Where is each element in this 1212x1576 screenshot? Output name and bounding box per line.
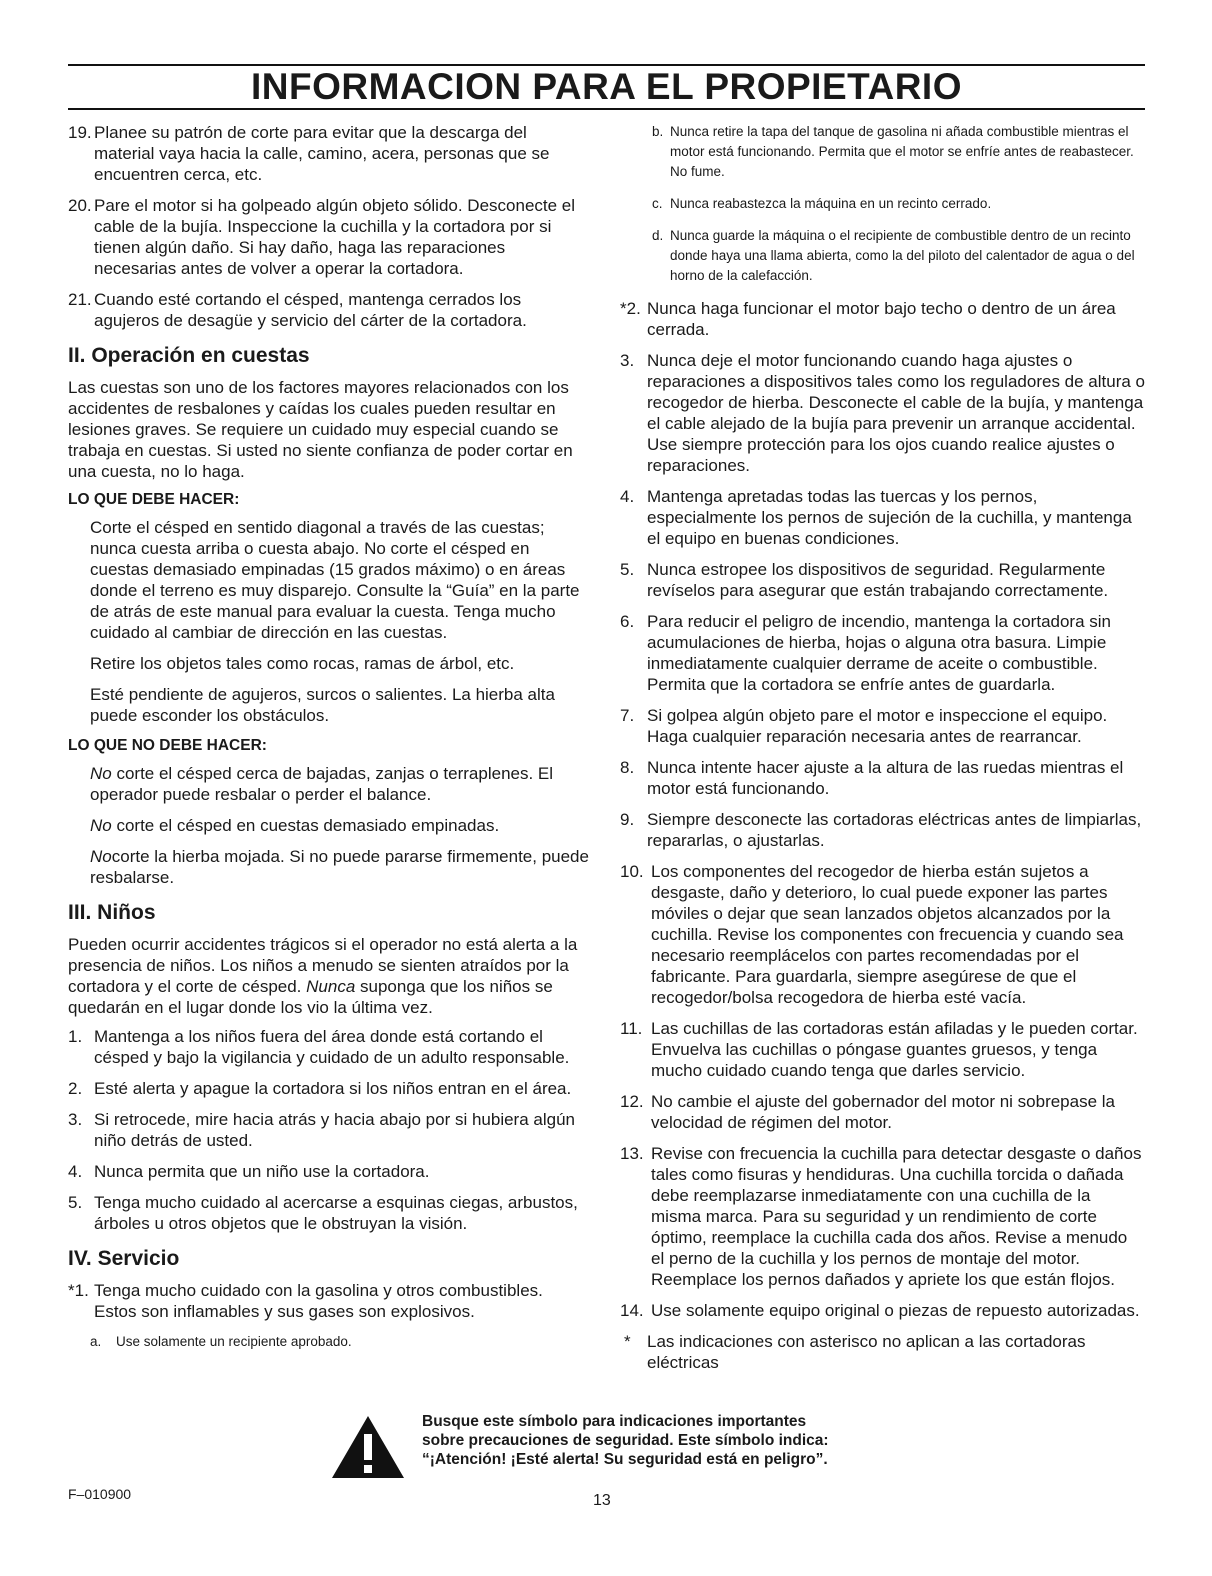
- intro-text: Pueden ocurrir accidentes trágicos si el operador no está alerta a la presencia de niños. Los niños a menudo se sienten atraídos por la cortadora y el corte de césped.: [68, 935, 578, 996]
- section-heading-slopes: II. Operación en cuestas: [68, 344, 310, 367]
- item-number: *2.: [620, 299, 641, 318]
- list-item: [620, 1143, 1145, 1290]
- item-text: Si golpea algún objeto pare el motor e inspeccione el equipo. Haga cualquier reparación necesaria antes de rearrancar.: [647, 706, 1108, 746]
- item-text: Siempre desconecte las cortadoras eléctricas antes de limpiarlas, repararlas, o ajustarlas.: [647, 810, 1142, 850]
- item-text: Revise con frecuencia la cuchilla para detectar desgaste o daños tales como fisuras y hendiduras. Una cuchilla torcida o dañada debe reemplazarse inmediatamente con una cuchilla de la misma marca. Para su seguridad y un rendimiento de corte óptimo, reemplace la cuchilla cada dos años. Revise a menudo el perno de la cuchilla y los pernos de montaje del motor. Reemplace los pernos dañados y apriete los que están flojos.: [651, 1144, 1142, 1289]
- list-item: [68, 1192, 590, 1234]
- item-number: *1.: [68, 1281, 89, 1300]
- list-item: [620, 861, 1145, 1008]
- note-text: Las indicaciones con asterisco no aplican a las cortadoras eléctricas: [647, 1332, 1086, 1372]
- item-text: Cuando esté cortando el césped, mantenga cerrados los agujeros de desagüe y servicio del cárter de la cortadora.: [94, 290, 527, 330]
- list-item: [68, 1026, 590, 1068]
- item-number: 1.: [68, 1027, 83, 1046]
- list-item: [68, 195, 590, 279]
- sub-item-letter: d.: [652, 228, 664, 243]
- section-heading-service: IV. Servicio: [68, 1247, 180, 1270]
- warning-triangle-icon: [330, 1414, 406, 1480]
- item-text: Mantenga a los niños fuera del área donde está cortando el césped y bajo la vigilancia y cuidado de un adulto responsable.: [94, 1027, 570, 1067]
- item-text: Tenga mucho cuidado al acercarse a esquinas ciegas, arbustos, árboles u otros objetos que le obstruyan la visión.: [94, 1193, 578, 1233]
- item-text: Nunca intente hacer ajuste a la altura de las ruedas mientras el motor está funcionando.: [647, 758, 1124, 798]
- section-heading-children: III. Niños: [68, 901, 156, 924]
- list-item: [620, 1091, 1145, 1133]
- safety-warning: [330, 1412, 850, 1490]
- list-item: [68, 122, 590, 185]
- item-text: Los componentes del recogedor de hierba están sujetos a desgaste, daño y deterioro, lo cual puede exponer las partes móviles o dejar que sean lanzados objetos alcanzados por la cuchilla. Revise los componentes con frecuencia y cuando sea necesario reemplácelos con partes recomendadas por el fabricante. Para guardarla, siempre asegúrese de que el recogedor/bolsa recogedora de hierba esté vacía.: [651, 862, 1124, 1007]
- page-title: INFORMACION PARA EL PROPIETARIO: [251, 66, 962, 107]
- item-text: Esté alerta y apague la cortadora si los niños entran en el área.: [94, 1079, 572, 1098]
- do-paragraph: Esté pendiente de agujeros, surcos o salientes. La hierba alta puede esconder los obstáculos.: [90, 685, 555, 725]
- dont-heading: LO QUE NO DEBE HACER:: [68, 737, 267, 754]
- item-number: 7.: [620, 706, 635, 725]
- item-number: 8.: [620, 758, 635, 777]
- item-number: 3.: [620, 351, 635, 370]
- item-number: 4.: [68, 1162, 83, 1181]
- sub-item: [68, 1332, 590, 1352]
- asterisk-mark: *: [624, 1332, 631, 1351]
- item-number: 11.: [620, 1019, 643, 1038]
- item-number: 5.: [620, 560, 635, 579]
- item-text: Use solamente equipo original o piezas de repuesto autorizadas.: [651, 1301, 1140, 1320]
- sub-item: [620, 194, 1145, 214]
- sub-item-text: Nunca guarde la máquina o el recipiente de combustible dentro de un recinto donde haya una llama abierta, como la del piloto del calentador de agua o del horno de la calefacción.: [670, 228, 1135, 283]
- emphasis: No: [90, 816, 112, 835]
- item-number: 19.: [68, 123, 92, 142]
- list-item: [620, 298, 1145, 340]
- list-item: [620, 350, 1145, 476]
- item-number: 2.: [68, 1079, 83, 1098]
- sub-item-letter: b.: [652, 124, 664, 139]
- item-text: Nunca haga funcionar el motor bajo techo o dentro de un área cerrada.: [647, 299, 1116, 339]
- item-text: Nunca deje el motor funcionando cuando haga ajustes o reparaciones a dispositivos tales como los reguladores de altura o recogedor de hierba. Desconecte el cable de la bujía, y mantenga el cable alejado de la bujía para prevenir un arranque accidental. Use siempre protección para los ojos cuando realice ajustes o reparaciones.: [647, 351, 1145, 475]
- item-text: Si retrocede, mire hacia atrás y hacia abajo por si hubiera algún niño detrás de usted.: [94, 1110, 575, 1150]
- slopes-intro: Las cuestas son uno de los factores mayores relacionados con los accidentes de resbalones y caídas los cuales pueden resultar en lesiones graves. Se requiere un cuidado muy especial cuando se trabaja en cuestas. Si usted no siente confianza de poder cortar en una cuesta, no lo haga.: [68, 378, 573, 481]
- list-item: [68, 289, 590, 331]
- dont-text: corte la hierba mojada. Si no puede pararse firmemente, puede resbalarse.: [90, 847, 589, 887]
- list-item: [68, 1161, 590, 1182]
- list-item: [620, 809, 1145, 851]
- item-number: 3.: [68, 1110, 83, 1129]
- list-item: [68, 1078, 590, 1099]
- list-item: [620, 611, 1145, 695]
- list-item: [620, 1300, 1145, 1321]
- left-column: [68, 122, 590, 1364]
- item-text: Tenga mucho cuidado con la gasolina y otros combustibles. Estos son inflamables y sus gases son explosivos.: [94, 1281, 543, 1321]
- do-paragraph: Retire los objetos tales como rocas, ramas de árbol, etc.: [90, 654, 515, 673]
- document-code: F–010900: [68, 1486, 132, 1502]
- emphasis: Nunca: [306, 977, 356, 996]
- sub-item: [620, 122, 1145, 182]
- item-number: 20.: [68, 196, 92, 215]
- dont-paragraph: [90, 815, 590, 836]
- intro-text: suponga que los niños se quedarán en el lugar donde los vio la última vez.: [68, 977, 553, 1017]
- right-column: [620, 122, 1145, 1373]
- item-text: Nunca permita que un niño use la cortadora.: [94, 1162, 430, 1181]
- item-number: 14.: [620, 1301, 644, 1320]
- emphasis: No: [90, 764, 112, 783]
- item-number: 4.: [620, 487, 635, 506]
- list-item: [620, 1018, 1145, 1081]
- sub-item-letter: a.: [90, 1334, 102, 1349]
- list-item: [620, 757, 1145, 799]
- page-number: 13: [593, 1492, 611, 1509]
- title-underline: [68, 108, 1145, 110]
- item-number: 13.: [620, 1144, 644, 1163]
- children-intro: [68, 934, 590, 1018]
- sub-item-text: Nunca reabastezca la máquina en un recinto cerrado.: [670, 196, 992, 211]
- do-heading: LO QUE DEBE HACER:: [68, 491, 240, 508]
- item-number: 21.: [68, 290, 92, 309]
- item-text: Mantenga apretadas todas las tuercas y los pernos, especialmente los pernos de sujeción de la cuchilla, y mantenga el equipo en buenas condiciones.: [647, 487, 1132, 548]
- emphasis: No: [90, 847, 112, 866]
- asterisk-note: [620, 1331, 1145, 1373]
- sub-item: [620, 226, 1145, 286]
- item-text: Planee su patrón de corte para evitar que la descarga del material vaya hacia la calle, camino, acera, personas que se encuentren cerca, etc.: [94, 123, 550, 184]
- dont-paragraph: [90, 846, 590, 888]
- item-text: Pare el motor si ha golpeado algún objeto sólido. Desconecte el cable de la bujía. Inspeccione la cuchilla y la cortadora por si tienen algún daño. Si hay daño, haga las reparaciones necesarias antes de volver a operar la cortadora.: [94, 196, 576, 278]
- list-item: [620, 705, 1145, 747]
- do-paragraph: Corte el césped en sentido diagonal a través de las cuestas; nunca cuesta arriba o cuesta abajo. No corte el césped en cuestas demasiado empinadas (15 grados máximo) o en áreas donde el terreno es muy disparejo. Consulte la “Guía” en la parte de atrás de este manual para evaluar la cuesta. Tenga mucho cuidado al cambiar de dirección en las cuestas.: [90, 518, 580, 642]
- sub-item-text: Use solamente un recipiente aprobado.: [116, 1334, 352, 1349]
- sub-item-text: Nunca retire la tapa del tanque de gasolina ni añada combustible mientras el motor está funcionando. Permita que el motor se enfríe antes de reabastecer. No fume.: [670, 124, 1134, 179]
- dont-paragraph: [90, 763, 590, 805]
- dont-text: corte el césped en cuestas demasiado empinadas.: [111, 816, 500, 835]
- list-item: [68, 1109, 590, 1151]
- sub-item-letter: c.: [652, 196, 663, 211]
- dont-text: corte el césped cerca de bajadas, zanjas o terraplenes. El operador puede resbalar o perder el balance.: [90, 764, 554, 804]
- item-number: 9.: [620, 810, 635, 829]
- item-text: Para reducir el peligro de incendio, mantenga la cortadora sin acumulaciones de hierba, hojas o alguna otra basura. Limpie inmediatamente cualquier derrame de aceite o combustible. Permita que la cortadora se enfríe antes de guardarla.: [647, 612, 1111, 694]
- item-number: 5.: [68, 1193, 83, 1212]
- item-text: No cambie el ajuste del gobernador del motor ni sobrepase la velocidad de régimen del motor.: [651, 1092, 1115, 1132]
- item-text: Nunca estropee los dispositivos de seguridad. Regularmente revíselos para asegurar que están trabajando correctamente.: [647, 560, 1109, 600]
- list-item: [620, 486, 1145, 549]
- item-text: Las cuchillas de las cortadoras están afiladas y le pueden cortar. Envuelva las cuchillas o póngase guantes gruesos, y tenga mucho cuidado cuando tenga que darles servicio.: [651, 1019, 1138, 1080]
- item-number: 6.: [620, 612, 635, 631]
- warning-text: Busque este símbolo para indicaciones importantes sobre precauciones de seguridad. Este símbolo indica: “¡Atención! ¡Esté alerta! Su seguridad está en peligro”.: [422, 1413, 829, 1468]
- item-number: 12.: [620, 1092, 644, 1111]
- list-item: [620, 559, 1145, 601]
- list-item: [68, 1280, 590, 1322]
- item-number: 10.: [620, 862, 644, 881]
